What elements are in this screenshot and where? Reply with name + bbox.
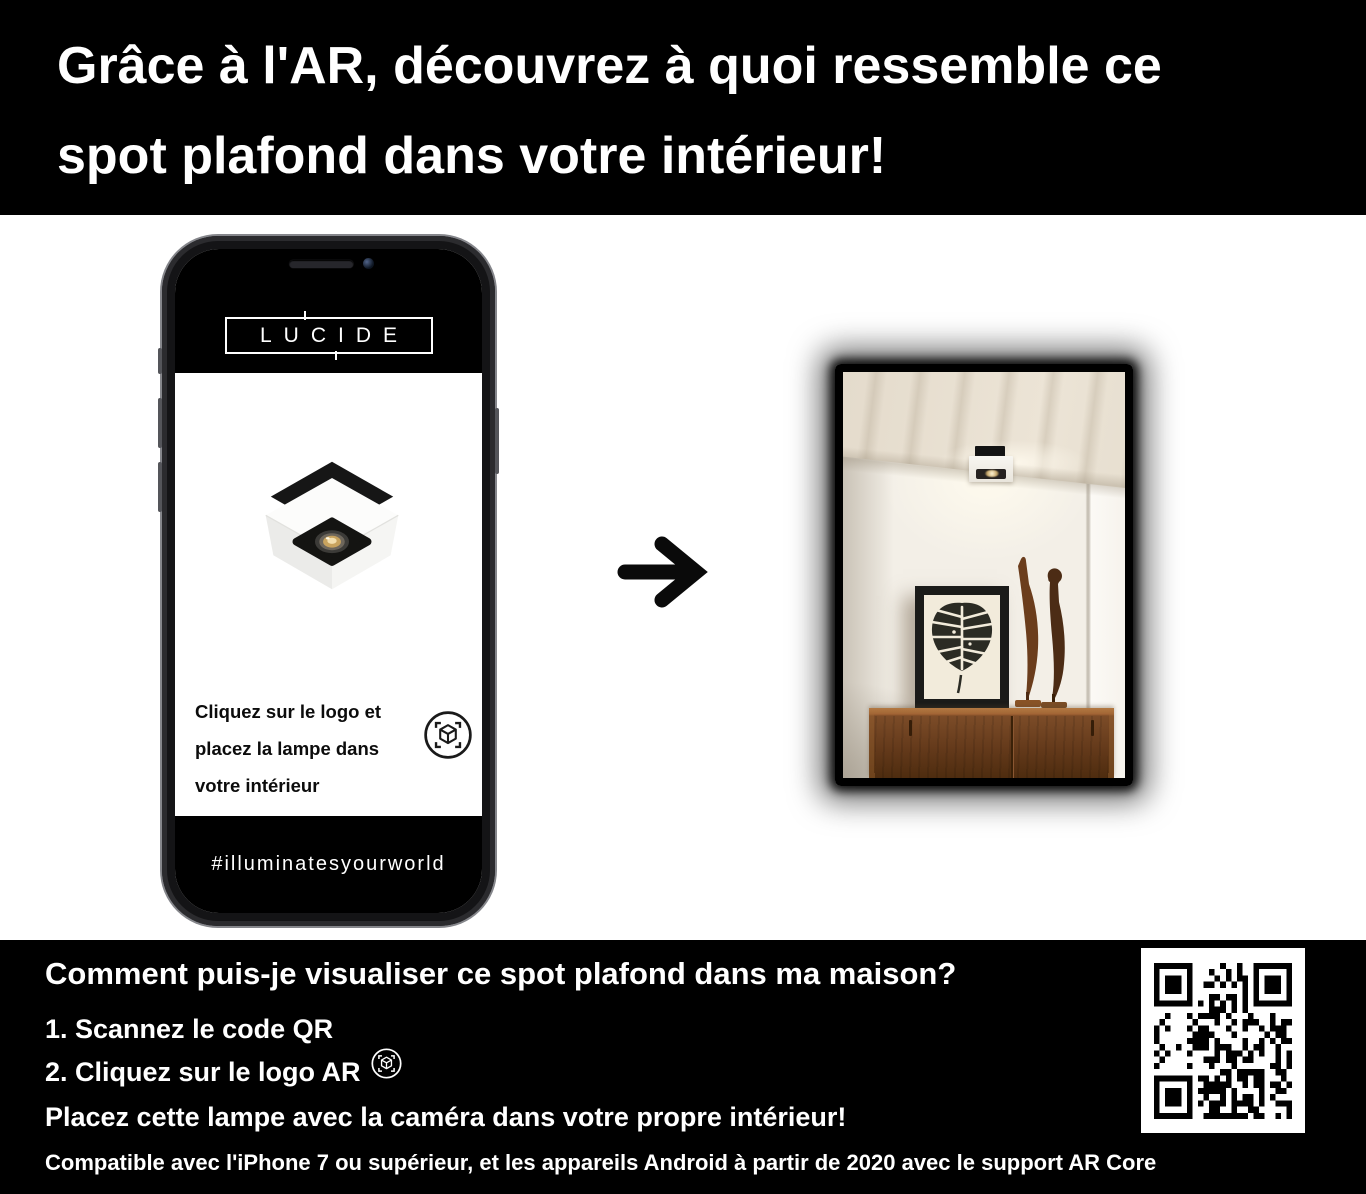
installed-spot-light xyxy=(985,470,999,477)
app-tagline-line3: votre intérieur xyxy=(195,775,320,796)
ar-cube-scan-icon[interactable] xyxy=(422,709,474,761)
lucide-logo-text: LUCIDE xyxy=(259,323,410,347)
phone-mute-switch xyxy=(158,348,162,374)
footer-banner xyxy=(0,940,1366,1194)
ar-cube-scan-icon[interactable] xyxy=(370,1047,403,1080)
app-header xyxy=(175,249,482,373)
qr-code[interactable] xyxy=(1141,948,1305,1133)
headline-line2: spot plafond dans votre intérieur! xyxy=(57,127,887,185)
wooden-bird-sculpture-right xyxy=(1041,566,1067,708)
right-arrow-icon xyxy=(616,535,708,609)
sideboard-handle-left xyxy=(909,720,912,736)
phone-screen xyxy=(175,249,482,913)
qr-code-canvas xyxy=(1154,963,1292,1119)
installed-spot-lens xyxy=(976,469,1006,479)
instruction-step-1: 1. Scannez le code QR xyxy=(45,1014,334,1044)
phone-volume-down-button xyxy=(158,462,162,512)
monstera-picture-frame xyxy=(915,586,1009,708)
phone-speaker xyxy=(289,260,353,268)
headline-line1: Grâce à l'AR, découvrez à quoi ressemble ce xyxy=(57,37,1162,95)
instructions-question: Comment puis-je visualiser ce spot plafond dans ma maison? xyxy=(45,956,957,991)
app-footer xyxy=(175,816,482,913)
ceiling-spot-product-image xyxy=(251,455,413,591)
phone-camera-dot xyxy=(363,258,374,269)
wooden-sideboard xyxy=(869,708,1114,778)
installed-spot-lamp xyxy=(969,456,1013,482)
logo-tick-bottom xyxy=(335,351,337,360)
room-photo xyxy=(835,364,1133,786)
hashtag-text: #illuminatesyourworld xyxy=(211,853,446,875)
phone-volume-up-button xyxy=(158,398,162,448)
wooden-bird-sculpture-left xyxy=(1013,556,1043,708)
header-banner xyxy=(0,0,1366,215)
instruction-step-2-label: 2. Cliquez sur le logo AR xyxy=(45,1057,361,1087)
compatibility-note: Compatible avec l'iPhone 7 ou supérieur, et les appareils Android à partir de 2020 avec le support AR Core xyxy=(45,1150,1157,1175)
room-photo-content xyxy=(843,372,1125,778)
app-tagline-line1: Cliquez sur le logo et xyxy=(195,701,382,722)
app-tagline-line2: placez la lampe dans xyxy=(195,738,380,759)
phone-power-button xyxy=(495,408,499,474)
logo-tick-top xyxy=(304,311,306,320)
monstera-leaf-art xyxy=(924,595,1000,699)
sideboard-door-seam xyxy=(1011,716,1013,778)
app-body xyxy=(175,373,482,816)
lucide-logo xyxy=(225,317,433,354)
app-tagline xyxy=(195,693,381,804)
instruction-action: Placez cette lampe avec la caméra dans votre propre intérieur! xyxy=(45,1102,847,1132)
demo-section xyxy=(0,215,1366,940)
sideboard-handle-right xyxy=(1091,720,1094,736)
instruction-step-2 xyxy=(45,1057,403,1088)
phone-mockup xyxy=(162,236,495,926)
